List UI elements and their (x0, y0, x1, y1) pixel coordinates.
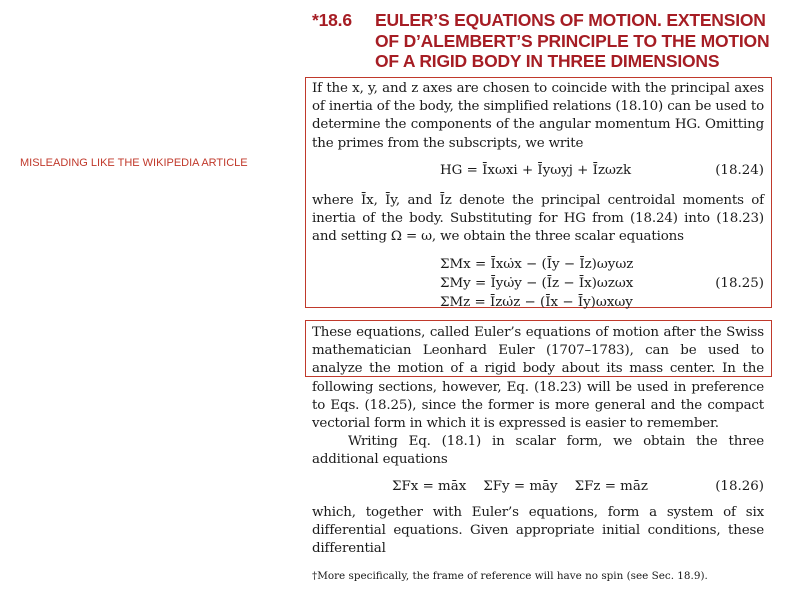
equation-18-25-number: (18.25) (715, 276, 764, 291)
equation-18-25-line-2 (312, 275, 764, 293)
section-title-line-3: OF A RIGID BODY IN THREE DIMENSIONS (375, 51, 720, 71)
section-number: *18.6 (312, 10, 352, 30)
paragraph-4-text: Writing Eq. (18.1) in scalar form, we obtain the three additional equations (312, 434, 764, 468)
section-title-line-1: EULER’S EQUATIONS OF MOTION. EXTENSION (375, 10, 766, 30)
equation-18-25-y: ΣMy = Īyω̇y − (Īz − Īx)ωzωx (440, 276, 634, 291)
paragraph-4 (312, 433, 764, 469)
equation-18-24-number: (18.24) (715, 163, 764, 178)
equation-18-26 (312, 478, 764, 496)
paragraph-3 (312, 324, 764, 433)
equation-18-24 (312, 162, 764, 180)
equation-18-26-body: ΣFx = māx ΣFy = māy ΣFz = māz (392, 479, 648, 494)
equation-18-26-number: (18.26) (715, 479, 764, 494)
paragraph-1 (312, 80, 764, 153)
paragraph-2 (312, 192, 764, 247)
equation-18-25-line-1 (312, 256, 764, 274)
section-title-line-2: OF D’ALEMBERT’S PRINCIPLE TO THE MOTION (375, 30, 770, 51)
margin-annotation: MISLEADING LIKE THE WIKIPEDIA ARTICLE (20, 157, 248, 169)
equation-18-24-body: HG = Īxωxi + Īyωyj + Īzωzk (440, 163, 632, 178)
paragraph-5 (312, 504, 764, 559)
equation-18-25-z: ΣMz = Īzω̇z − (Īx − Īy)ωxωy (440, 295, 633, 310)
section-heading (312, 10, 772, 72)
paragraph-1-text: If the x, y, and z axes are chosen to coincide with the principal axes of inertia of the body, the simplified relations (18.10) can be used to determine the components of the angular momentum HG. Omitting the primes from the subscripts, we write (312, 81, 764, 151)
paragraph-2-text: where Īx, Īy, and Īz denote the principal centroidal moments of inertia of the body. Substituting for HG from (18.24) into (18.23) and setting Ω = ω, we obtain the three scalar equations (312, 193, 764, 245)
equation-18-25-x: ΣMx = Īxω̇x − (Īy − Īz)ωyωz (440, 257, 634, 272)
equation-18-25-line-3 (312, 294, 764, 312)
footnote: †More specifically, the frame of reference will have no spin (see Sec. 18.9). (312, 570, 708, 582)
paragraph-5-text: which, together with Euler’s equations, form a system of six differential equations. Given appropriate initial conditions, these differential (312, 505, 764, 557)
paragraph-3-text: These equations, called Euler’s equations of motion after the Swiss mathematician Leonhard Euler (1707–1783), can be used to analyze the motion of a rigid body about its mass center. In the following sections, however, Eq. (18.23) will be used in preference to Eqs. (18.25), since the former is more general and the compact vectorial form in which it is expressed is easier to remember. (312, 325, 764, 432)
